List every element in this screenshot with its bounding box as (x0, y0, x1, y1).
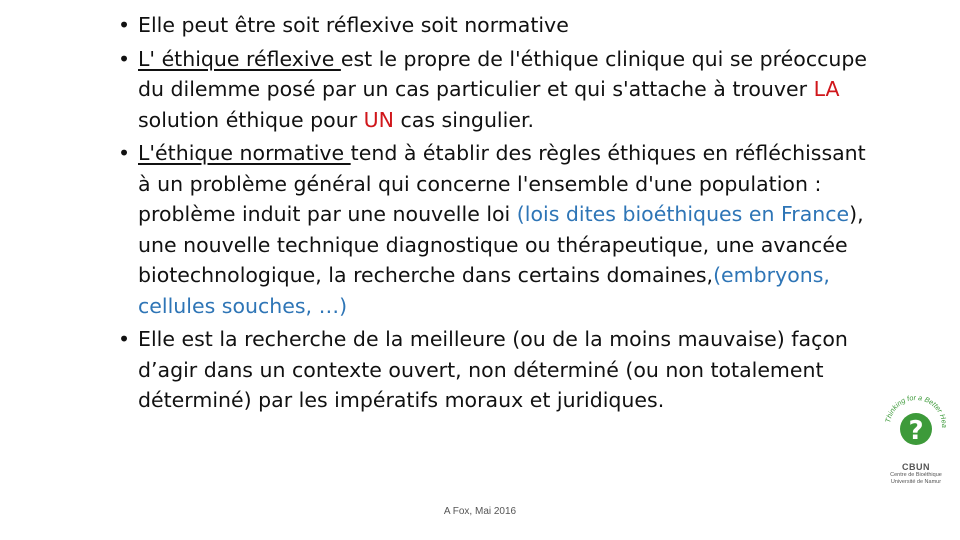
logo-arc-text: Thinking for a Better Hea (883, 392, 950, 428)
bullet-text: tend à établir des règles éthiques en réfléchissant à un problème général qui concerne l'ensemble d'une population : problème induit par une nouvelle loi (138, 141, 866, 226)
bullet-text: cas singulier. (394, 107, 535, 132)
question-mark-icon: ? (908, 416, 924, 446)
logo-emblem (880, 386, 952, 458)
blue-note-embryos: (embryons, cellules souches, …) (138, 263, 830, 318)
logo-caption (880, 462, 952, 485)
emphasis-la: LA (813, 77, 840, 101)
footer-credit: A Fox, Mai 2016 (443, 506, 517, 517)
cbun-logo (880, 386, 952, 490)
logo-subtitle-2: Université de Namur (890, 478, 942, 485)
bullet-item (112, 10, 872, 41)
bullet-text: ), une nouvelle technique diagnostique ou thérapeutique, une avancée biotechnologique, la recherche dans certains domaines, (138, 202, 864, 287)
bullet-text: Elle est la recherche de la meilleure (ou de la moins mauvaise) façon d’agir dans un contexte ouvert, non déterminé (ou non totalement déterminé) par les impératifs moraux et juridiques. (138, 327, 848, 412)
bullet-text: Elle peut être soit réflexive soit normative (138, 13, 569, 37)
term-reflexive: L' éthique réflexive (138, 46, 341, 71)
bullet-item (112, 138, 872, 321)
bullet-item (112, 44, 872, 136)
emphasis-un: UN (363, 107, 395, 132)
blue-note-laws: (lois dites bioéthiques en France (516, 202, 850, 226)
logo-subtitle-1: Centre de Bioéthique (890, 472, 942, 478)
bullet-item (112, 324, 872, 416)
bullet-list (112, 10, 872, 419)
bullet-text: est le propre de l'éthique clinique qui se préoccupe du dilemme posé par un cas particulier et qui s'attache à trouver (138, 46, 867, 101)
term-normative: L'éthique normative (138, 141, 351, 165)
bullet-text: solution éthique pour (138, 107, 364, 132)
logo-name: CBUN (902, 462, 930, 472)
